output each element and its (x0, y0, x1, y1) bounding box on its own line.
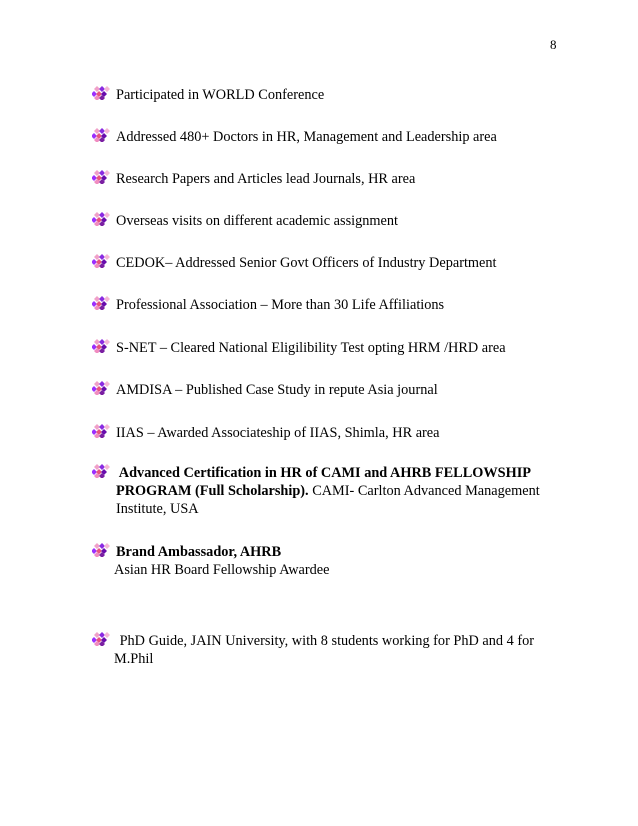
list-item (92, 381, 562, 399)
list-item-text: Research Papers and Articles lead Journals, HR area (116, 171, 416, 187)
list-item (92, 254, 562, 272)
list-item-text: Overseas visits on different academic assignment (116, 213, 399, 229)
diamond-bullet-icon (92, 254, 116, 268)
list-item-text: Institute, USA (116, 501, 199, 517)
diamond-bullet-icon (92, 170, 116, 184)
list-item-text: CEDOK– Addressed Senior Govt Officers of Industry Department (116, 255, 497, 271)
diamond-bullet-icon (92, 212, 116, 226)
list-item-text: Professional Association – More than 30 Life Affiliations (116, 297, 445, 313)
list-item (92, 296, 562, 314)
diamond-bullet-icon (92, 543, 116, 557)
list-item-text: Participated in WORLD Conference (116, 87, 325, 103)
list-item-text: AMDISA – Published Case Study in repute Asia journal (116, 382, 438, 398)
list-item (92, 170, 562, 188)
list-item-text: CAMI- Carlton Advanced Management (308, 483, 540, 499)
list-item (92, 339, 562, 357)
list-item-text: Asian HR Board Fellowship Awardee (114, 562, 330, 578)
list-item (92, 464, 562, 518)
list-item-text: S-NET – Cleared National Eligilibility Test opting HRM /HRD area (116, 340, 506, 356)
list-item (92, 128, 562, 146)
list-item-text: Addressed 480+ Doctors in HR, Management and Leadership area (116, 129, 497, 145)
list-item-text: PhD Guide, JAIN University, with 8 students working for PhD and 4 for (116, 633, 535, 649)
list-item-bold-text: Brand Ambassador, AHRB (116, 544, 282, 560)
list-item (92, 543, 562, 579)
list-item (92, 86, 562, 104)
list-item (92, 424, 562, 442)
diamond-bullet-icon (92, 632, 116, 646)
diamond-bullet-icon (92, 464, 116, 478)
diamond-bullet-icon (92, 381, 116, 395)
diamond-bullet-icon (92, 424, 116, 438)
list-item-text: IIAS – Awarded Associateship of IIAS, Shimla, HR area (116, 425, 440, 441)
list-item-text: M.Phil (114, 651, 154, 667)
diamond-bullet-icon (92, 128, 116, 142)
diamond-bullet-icon (92, 339, 116, 353)
list-item-bold-text: PROGRAM (Full Scholarship). (116, 483, 309, 499)
list-item (92, 212, 562, 230)
page-number: 8 (550, 37, 557, 52)
diamond-bullet-icon (92, 86, 116, 100)
diamond-bullet-icon (92, 296, 116, 310)
list-item (92, 632, 562, 668)
list-item-bold-text: Advanced Certification in HR of CAMI and AHRB FELLOWSHIP (116, 465, 532, 481)
